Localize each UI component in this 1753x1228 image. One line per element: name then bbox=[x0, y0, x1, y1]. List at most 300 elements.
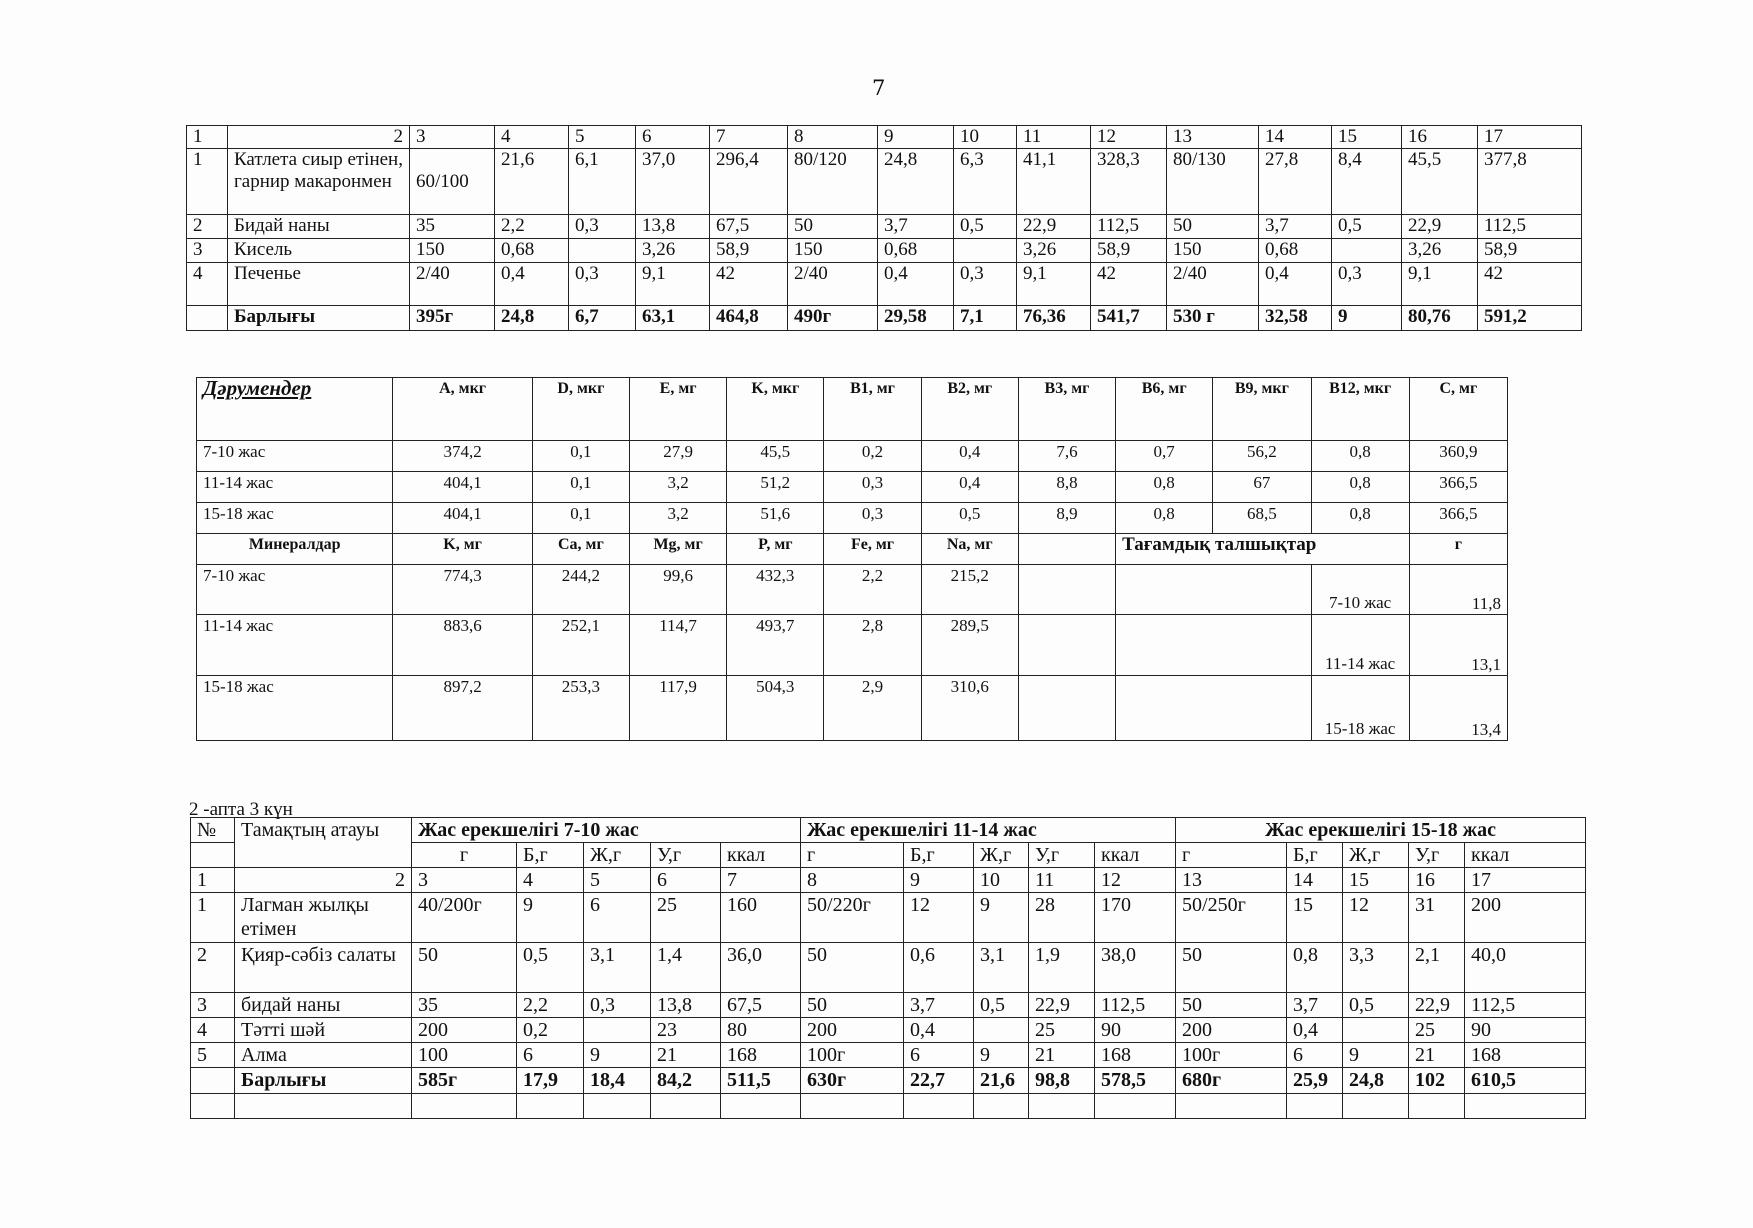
vitamin-value: 0,4 bbox=[921, 472, 1018, 503]
table-cell: 6 bbox=[651, 868, 721, 893]
fiber-value: 13,4 bbox=[1409, 676, 1507, 741]
fiber-value: 11,8 bbox=[1409, 565, 1507, 615]
empty-cell bbox=[1018, 534, 1115, 565]
table-cell: 6 bbox=[584, 893, 651, 943]
table-cell: 35 bbox=[412, 993, 517, 1018]
table-cell: 112,5 bbox=[1095, 993, 1176, 1018]
table-cell: 6,1 bbox=[569, 149, 636, 215]
table-cell: 25 bbox=[1409, 1018, 1465, 1043]
table-cell: 50 bbox=[801, 993, 904, 1018]
vitamin-value: 7,6 bbox=[1018, 441, 1115, 472]
table-cell: 15 bbox=[1287, 893, 1343, 943]
table-cell: 2 bbox=[228, 126, 410, 149]
table-cell: 168 bbox=[1095, 1043, 1176, 1068]
vitamin-value: 8,9 bbox=[1018, 503, 1115, 534]
mineral-value: 252,1 bbox=[532, 615, 629, 676]
vitamin-value: 0,8 bbox=[1311, 503, 1409, 534]
table-cell: 40/200г bbox=[412, 893, 517, 943]
table-cell: 98,8 bbox=[1029, 1068, 1095, 1094]
vitamin-value: 51,6 bbox=[727, 503, 824, 534]
table-cell: 200 bbox=[801, 1018, 904, 1043]
table-cell: 3,26 bbox=[1017, 239, 1091, 263]
table-cell: 112,5 bbox=[1478, 215, 1582, 239]
table-cell: 60/100 bbox=[410, 149, 495, 215]
table-cell: 50/250г bbox=[1176, 893, 1287, 943]
table-cell: 14 bbox=[1259, 126, 1332, 149]
table-cell: 0,3 bbox=[569, 215, 636, 239]
vitamin-value: 404,1 bbox=[393, 472, 532, 503]
mineral-value: 253,3 bbox=[532, 676, 629, 741]
table-cell: 41,1 bbox=[1017, 149, 1091, 215]
table-cell: 0,5 bbox=[1332, 215, 1402, 239]
table-cell: 21 bbox=[1409, 1043, 1465, 1068]
table-cell: Лагман жылқы етімен bbox=[235, 893, 412, 943]
table-cell: 1 bbox=[187, 126, 228, 149]
table-cell: 2/40 bbox=[1167, 263, 1259, 306]
table-cell: бидай наны bbox=[235, 993, 412, 1018]
empty-cell bbox=[1029, 1094, 1095, 1119]
table-cell: 9 bbox=[974, 893, 1029, 943]
sub-header: ккал bbox=[1095, 843, 1176, 868]
table-cell: 76,36 bbox=[1017, 306, 1091, 331]
table-cell: Кисель bbox=[228, 239, 410, 263]
sub-header: Б,г bbox=[904, 843, 974, 868]
table-cell: Бидай наны bbox=[228, 215, 410, 239]
table-cell: 6,7 bbox=[569, 306, 636, 331]
mineral-value: 114,7 bbox=[629, 615, 726, 676]
minerals-title: Минералдар bbox=[197, 534, 393, 565]
table-cell: 3,3 bbox=[1343, 943, 1409, 993]
table-cell: Печенье bbox=[228, 263, 410, 306]
table-cell: 102 bbox=[1409, 1068, 1465, 1094]
empty-cell bbox=[191, 843, 235, 868]
fiber-age-label: 15-18 жас bbox=[1311, 676, 1409, 741]
mineral-value: 774,3 bbox=[393, 565, 532, 615]
table-cell: 50/220г bbox=[801, 893, 904, 943]
table-cell: 80/120 bbox=[788, 149, 878, 215]
table-cell: 12 bbox=[1095, 868, 1176, 893]
table-row bbox=[191, 893, 1586, 943]
table-cell: 6 bbox=[904, 1043, 974, 1068]
sub-header: У,г bbox=[1029, 843, 1095, 868]
table-cell: 24,8 bbox=[495, 306, 569, 331]
column-index-row bbox=[187, 126, 1582, 149]
table-cell: 0,4 bbox=[1287, 1018, 1343, 1043]
vitamins-header-row bbox=[197, 378, 1508, 441]
vitamin-value: 404,1 bbox=[393, 503, 532, 534]
table-cell: 168 bbox=[1465, 1043, 1586, 1068]
table-cell: 42 bbox=[710, 263, 788, 306]
table-cell: 0,3 bbox=[569, 263, 636, 306]
mineral-value: 2,8 bbox=[824, 615, 921, 676]
table-cell: 6,3 bbox=[954, 149, 1017, 215]
table-cell: 8 bbox=[788, 126, 878, 149]
empty-cell bbox=[584, 1094, 651, 1119]
table-cell: 1,4 bbox=[651, 943, 721, 993]
table-cell: 9 bbox=[904, 868, 974, 893]
table-cell: 27,8 bbox=[1259, 149, 1332, 215]
table-cell: 0,5 bbox=[1343, 993, 1409, 1018]
table-cell: 0,4 bbox=[495, 263, 569, 306]
table-cell: 578,5 bbox=[1095, 1068, 1176, 1094]
table-cell: 7,1 bbox=[954, 306, 1017, 331]
name-header: Тамақтың атауы bbox=[235, 818, 412, 868]
table-cell: 541,7 bbox=[1091, 306, 1167, 331]
table-cell: 2,1 bbox=[1409, 943, 1465, 993]
vitamin-header: A, мкг bbox=[393, 378, 532, 441]
table-cell: 200 bbox=[1465, 893, 1586, 943]
table-cell: 2/40 bbox=[788, 263, 878, 306]
table-cell: 9 bbox=[974, 1043, 1029, 1068]
vitamin-value: 0,1 bbox=[532, 503, 629, 534]
table-cell: 7 bbox=[721, 868, 801, 893]
vitamin-row bbox=[197, 503, 1508, 534]
table-cell: 29,58 bbox=[878, 306, 954, 331]
sub-header: Ж,г bbox=[584, 843, 651, 868]
table-cell: 12 bbox=[1091, 126, 1167, 149]
table-cell: 22,9 bbox=[1017, 215, 1091, 239]
vitamin-value: 0,8 bbox=[1116, 472, 1213, 503]
table-row bbox=[187, 149, 1582, 215]
vitamins-minerals-table bbox=[196, 377, 1508, 741]
table-cell: 17 bbox=[1465, 868, 1586, 893]
fiber-unit: г bbox=[1409, 534, 1507, 565]
table-cell: 377,8 bbox=[1478, 149, 1582, 215]
table-cell: 9 bbox=[1343, 1043, 1409, 1068]
table-cell: 67,5 bbox=[721, 993, 801, 1018]
table-cell: 3,1 bbox=[974, 943, 1029, 993]
sub-header: Б,г bbox=[517, 843, 584, 868]
table-cell: 2 bbox=[235, 868, 412, 893]
table-cell: Қияр-сәбіз салаты bbox=[235, 943, 412, 993]
table-cell: Катлета сиыр етінен, гарнир макаронмен bbox=[228, 149, 410, 215]
mineral-header: Fe, мг bbox=[824, 534, 921, 565]
table-cell: 0,68 bbox=[495, 239, 569, 263]
table-cell: 200 bbox=[412, 1018, 517, 1043]
table-cell: 4 bbox=[517, 868, 584, 893]
table-cell: 38,0 bbox=[1095, 943, 1176, 993]
table-cell: 9,1 bbox=[1402, 263, 1478, 306]
mineral-value: 99,6 bbox=[629, 565, 726, 615]
table-cell: 511,5 bbox=[721, 1068, 801, 1094]
mineral-header: Na, мг bbox=[921, 534, 1018, 565]
table-cell: 45,5 bbox=[1402, 149, 1478, 215]
mineral-value: 432,3 bbox=[727, 565, 824, 615]
table-cell: 8 bbox=[801, 868, 904, 893]
table-cell: 112,5 bbox=[1465, 993, 1586, 1018]
vitamin-row bbox=[197, 441, 1508, 472]
table-row bbox=[191, 943, 1586, 993]
table-cell: 9 bbox=[878, 126, 954, 149]
table-cell: 23 bbox=[651, 1018, 721, 1043]
table-cell: 13,8 bbox=[651, 993, 721, 1018]
table-cell: 25 bbox=[651, 893, 721, 943]
table-cell: 37,0 bbox=[636, 149, 710, 215]
mineral-value: 897,2 bbox=[393, 676, 532, 741]
table-cell: 7 bbox=[710, 126, 788, 149]
table-row bbox=[187, 263, 1582, 306]
table-cell: 3,7 bbox=[1259, 215, 1332, 239]
empty-cell bbox=[235, 1094, 412, 1119]
age-label: 11-14 жас bbox=[197, 472, 393, 503]
total-row bbox=[187, 306, 1582, 331]
table-cell: 0,5 bbox=[974, 993, 1029, 1018]
mineral-value: 289,5 bbox=[921, 615, 1018, 676]
empty-cell bbox=[1018, 676, 1115, 741]
no-header: № bbox=[191, 818, 235, 843]
table-cell: 4 bbox=[495, 126, 569, 149]
empty-row bbox=[191, 1094, 1586, 1119]
table-cell: 2,2 bbox=[495, 215, 569, 239]
empty-cell bbox=[1465, 1094, 1586, 1119]
vitamin-value: 0,8 bbox=[1116, 503, 1213, 534]
table-cell: Тәтті шәй bbox=[235, 1018, 412, 1043]
table-row bbox=[191, 1018, 1586, 1043]
table-cell: 3,7 bbox=[1287, 993, 1343, 1018]
table-cell: 328,3 bbox=[1091, 149, 1167, 215]
vitamin-value: 3,2 bbox=[629, 472, 726, 503]
table-cell: 31 bbox=[1409, 893, 1465, 943]
vitamin-header: B1, мг bbox=[824, 378, 921, 441]
mineral-header: P, мг bbox=[727, 534, 824, 565]
day-caption: 2 -апта 3 күн bbox=[189, 799, 293, 820]
table-cell bbox=[1343, 1018, 1409, 1043]
table-cell: 16 bbox=[1409, 868, 1465, 893]
vitamin-value: 0,7 bbox=[1116, 441, 1213, 472]
table-cell: 0,4 bbox=[1259, 263, 1332, 306]
vitamin-value: 0,3 bbox=[824, 472, 921, 503]
table-cell: 9,1 bbox=[1017, 263, 1091, 306]
table-cell: 150 bbox=[410, 239, 495, 263]
table-cell: 24,8 bbox=[878, 149, 954, 215]
sub-header: г bbox=[412, 843, 517, 868]
table-cell: 21 bbox=[1029, 1043, 1095, 1068]
mineral-value: 883,6 bbox=[393, 615, 532, 676]
table-cell: 630г bbox=[801, 1068, 904, 1094]
group-header: Жас ерекшелігі 15-18 жас bbox=[1176, 818, 1586, 843]
table-cell: 0,68 bbox=[878, 239, 954, 263]
table-cell: 3,26 bbox=[1402, 239, 1478, 263]
vitamin-value: 0,8 bbox=[1311, 472, 1409, 503]
table-cell: Алма bbox=[235, 1043, 412, 1068]
table-cell: 40,0 bbox=[1465, 943, 1586, 993]
group-header-row bbox=[191, 818, 1586, 843]
vitamin-header: D, мкг bbox=[532, 378, 629, 441]
menu-table-bottom bbox=[190, 817, 1586, 1119]
table-cell: 2 bbox=[191, 943, 235, 993]
table-cell: 0,5 bbox=[954, 215, 1017, 239]
vitamin-value: 68,5 bbox=[1213, 503, 1311, 534]
empty-cell bbox=[1018, 615, 1115, 676]
fiber-title: Тағамдық талшықтар bbox=[1116, 534, 1410, 565]
mineral-header: Mg, мг bbox=[629, 534, 726, 565]
table-cell: 22,9 bbox=[1402, 215, 1478, 239]
empty-cell bbox=[191, 1094, 235, 1119]
table-cell: 12 bbox=[1343, 893, 1409, 943]
table-cell: 80/130 bbox=[1167, 149, 1259, 215]
mineral-value: 493,7 bbox=[727, 615, 824, 676]
table-cell: 12 bbox=[904, 893, 974, 943]
mineral-value: 2,9 bbox=[824, 676, 921, 741]
table-cell: 50 bbox=[1176, 943, 1287, 993]
table-cell: 1 bbox=[191, 868, 235, 893]
table-cell: 0,2 bbox=[517, 1018, 584, 1043]
page-number: 7 bbox=[872, 76, 886, 100]
table-cell: 112,5 bbox=[1091, 215, 1167, 239]
vitamin-row bbox=[197, 472, 1508, 503]
sub-header: Ж,г bbox=[1343, 843, 1409, 868]
vitamin-value: 0,3 bbox=[824, 503, 921, 534]
menu-table-top bbox=[186, 125, 1582, 331]
table-cell: 90 bbox=[1095, 1018, 1176, 1043]
vitamin-header: B6, мг bbox=[1116, 378, 1213, 441]
table-row bbox=[187, 215, 1582, 239]
age-label: 15-18 жас bbox=[197, 676, 393, 741]
table-cell: 170 bbox=[1095, 893, 1176, 943]
mineral-value: 504,3 bbox=[727, 676, 824, 741]
table-cell: 18,4 bbox=[584, 1068, 651, 1094]
table-cell: 0,3 bbox=[954, 263, 1017, 306]
table-cell: 10 bbox=[954, 126, 1017, 149]
vitamin-header: K, мкг bbox=[727, 378, 824, 441]
vitamin-header: B2, мг bbox=[921, 378, 1018, 441]
table-cell bbox=[1332, 239, 1402, 263]
table-cell: 9 bbox=[1332, 306, 1402, 331]
table-cell: 0,3 bbox=[584, 993, 651, 1018]
table-cell: 32,58 bbox=[1259, 306, 1332, 331]
table-cell: 5 bbox=[584, 868, 651, 893]
table-cell: 2 bbox=[187, 215, 228, 239]
empty-cell bbox=[651, 1094, 721, 1119]
vitamin-header: B9, мкг bbox=[1213, 378, 1311, 441]
vitamin-header: B3, мг bbox=[1018, 378, 1115, 441]
table-cell: 610,5 bbox=[1465, 1068, 1586, 1094]
table-cell: 680г bbox=[1176, 1068, 1287, 1094]
sub-header: Ж,г bbox=[974, 843, 1029, 868]
table-cell: 21 bbox=[651, 1043, 721, 1068]
table-cell: 0,5 bbox=[517, 943, 584, 993]
vitamin-value: 0,8 bbox=[1311, 441, 1409, 472]
vitamin-value: 360,9 bbox=[1409, 441, 1507, 472]
table-cell: 1 bbox=[191, 893, 235, 943]
vitamin-value: 56,2 bbox=[1213, 441, 1311, 472]
table-cell: 9,1 bbox=[636, 263, 710, 306]
table-cell: 10 bbox=[974, 868, 1029, 893]
table-cell: 3,26 bbox=[636, 239, 710, 263]
table-cell: 490г bbox=[788, 306, 878, 331]
table-cell: 90 bbox=[1465, 1018, 1586, 1043]
table-cell: 63,1 bbox=[636, 306, 710, 331]
age-label: 15-18 жас bbox=[197, 503, 393, 534]
table-cell: 8,4 bbox=[1332, 149, 1402, 215]
table-cell: 1 bbox=[187, 149, 228, 215]
mineral-value: 244,2 bbox=[532, 565, 629, 615]
age-label: 11-14 жас bbox=[197, 615, 393, 676]
table-cell: 13,8 bbox=[636, 215, 710, 239]
table-row bbox=[191, 1043, 1586, 1068]
sub-header: У,г bbox=[1409, 843, 1465, 868]
table-cell: 50 bbox=[801, 943, 904, 993]
empty-cell bbox=[1116, 565, 1311, 615]
table-cell bbox=[974, 1018, 1029, 1043]
table-row bbox=[187, 239, 1582, 263]
table-cell: 84,2 bbox=[651, 1068, 721, 1094]
table-cell: 80 bbox=[721, 1018, 801, 1043]
table-cell: 100г bbox=[801, 1043, 904, 1068]
table-cell: 15 bbox=[1343, 868, 1409, 893]
table-cell: 36,0 bbox=[721, 943, 801, 993]
table-cell: 24,8 bbox=[1343, 1068, 1409, 1094]
table-cell: 3 bbox=[187, 239, 228, 263]
table-cell: 100 bbox=[412, 1043, 517, 1068]
table-cell: 14 bbox=[1287, 868, 1343, 893]
mineral-value: 215,2 bbox=[921, 565, 1018, 615]
empty-cell bbox=[517, 1094, 584, 1119]
table-cell: 11 bbox=[1017, 126, 1091, 149]
empty-cell bbox=[1287, 1094, 1343, 1119]
table-cell: 25 bbox=[1029, 1018, 1095, 1043]
table-cell: 80,76 bbox=[1402, 306, 1478, 331]
vitamin-value: 27,9 bbox=[629, 441, 726, 472]
table-cell: 11 bbox=[1029, 868, 1095, 893]
mineral-row bbox=[197, 565, 1508, 615]
table-cell: 22,9 bbox=[1409, 993, 1465, 1018]
age-label: 7-10 жас bbox=[197, 565, 393, 615]
vitamin-value: 366,5 bbox=[1409, 472, 1507, 503]
table-cell: 150 bbox=[1167, 239, 1259, 263]
table-cell bbox=[954, 239, 1017, 263]
table-cell: 160 bbox=[721, 893, 801, 943]
table-cell bbox=[191, 1068, 235, 1094]
vitamin-header: C, мг bbox=[1409, 378, 1507, 441]
table-cell: 2/40 bbox=[410, 263, 495, 306]
table-cell: 58,9 bbox=[1478, 239, 1582, 263]
table-cell: 3,7 bbox=[878, 215, 954, 239]
fiber-value: 13,1 bbox=[1409, 615, 1507, 676]
sub-header: г bbox=[1176, 843, 1287, 868]
sub-header: г bbox=[801, 843, 904, 868]
table-cell: 13 bbox=[1167, 126, 1259, 149]
table-cell bbox=[569, 239, 636, 263]
empty-cell bbox=[1409, 1094, 1465, 1119]
vitamin-header: E, мг bbox=[629, 378, 726, 441]
table-cell: 28 bbox=[1029, 893, 1095, 943]
table-cell: 6 bbox=[1287, 1043, 1343, 1068]
mineral-header: K, мг bbox=[393, 534, 532, 565]
table-cell: 0,3 bbox=[1332, 263, 1402, 306]
vitamins-title-text: Дәрумендер bbox=[203, 377, 312, 400]
table-cell: 6 bbox=[636, 126, 710, 149]
table-cell: 42 bbox=[1478, 263, 1582, 306]
table-cell: 4 bbox=[187, 263, 228, 306]
table-cell: 50 bbox=[1176, 993, 1287, 1018]
sub-header: У,г bbox=[651, 843, 721, 868]
vitamin-value: 8,8 bbox=[1018, 472, 1115, 503]
sub-header: ккал bbox=[1465, 843, 1586, 868]
table-cell: 21,6 bbox=[495, 149, 569, 215]
table-cell: 6 bbox=[517, 1043, 584, 1068]
table-row bbox=[191, 993, 1586, 1018]
table-cell bbox=[187, 306, 228, 331]
mineral-value: 310,6 bbox=[921, 676, 1018, 741]
group-header: Жас ерекшелігі 7-10 жас bbox=[412, 818, 801, 843]
sub-header: Б,г bbox=[1287, 843, 1343, 868]
vitamin-value: 0,1 bbox=[532, 472, 629, 503]
table-cell: 100г bbox=[1176, 1043, 1287, 1068]
table-cell: 0,68 bbox=[1259, 239, 1332, 263]
mineral-value: 117,9 bbox=[629, 676, 726, 741]
table-cell: Барлығы bbox=[235, 1068, 412, 1094]
